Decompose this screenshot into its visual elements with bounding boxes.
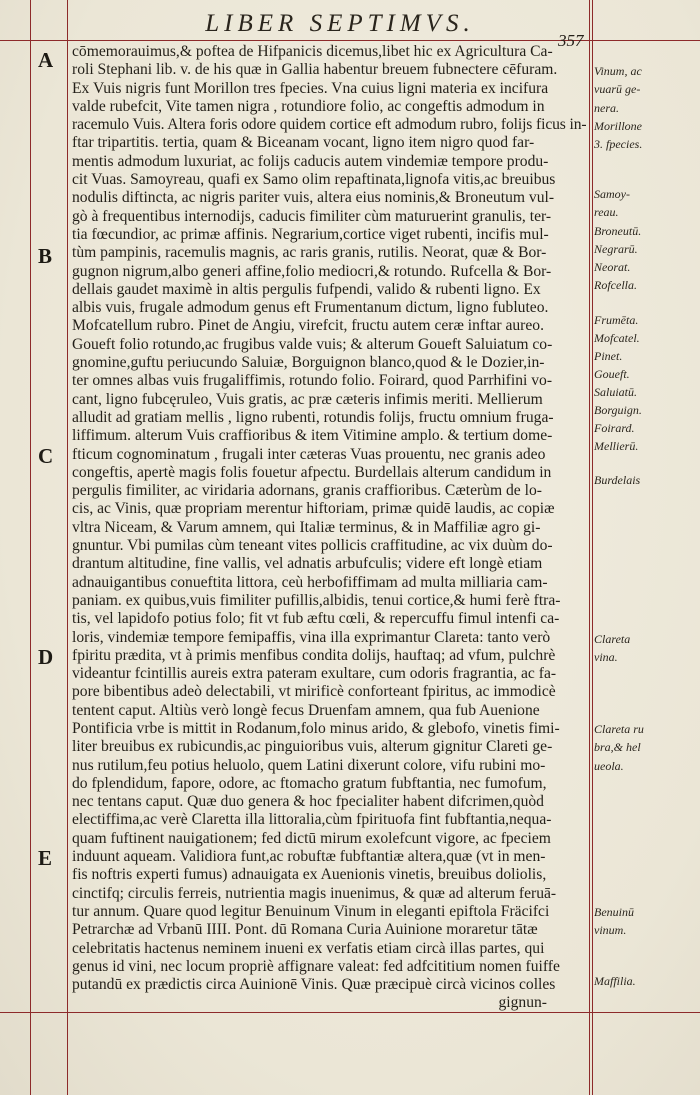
text-line: gugnon nigrum,albo generi affine,folio mediocri,& rotundo. Rufcella & Bor- [72,262,552,280]
section-letter-e: E [38,846,53,870]
text-line: gnuntur. Vbi pumilas cùm teneant vites pollicis craffitudine, ac vix duùm do- [72,537,553,555]
text-line: Pontificia vrbe is mittit in Rodanum,folo minus arido, & glebofo, vinetis fimi- [72,719,560,737]
left-margin-rule [30,0,31,1095]
page-number: 357 [558,31,584,50]
marginal-line: 3. fpecies. [594,137,643,152]
marginal-line: Vinum, ac [594,64,642,78]
text-line: putandū ex prædictis circa Auinionē Vinis. Quæ præcipuè circà vicinos colles [72,976,556,994]
text-right-rule [589,0,590,1095]
text-line: fis noftris experti fumus) adnauigata ex Auenionis vinetis, breuibus doliolis, [72,866,547,884]
header-rule [0,40,700,41]
marginal-note [594,437,698,455]
text-line: electiffima,ac verè Claretta illa littoralia,cùm fpirituofa fint fubftantia,nequa- [72,811,552,829]
marginal-line: Pinet. [594,349,623,363]
marginal-line: Burdelais [594,473,641,487]
text-line: valde rubefcit, Vite tamen nigra , rotundiore folio, ac congeftis admodum in [72,97,545,115]
section-letter-a: A [38,48,54,72]
text-line: vltra Niceam, & Varum amnem, qui Italiæ terminus, & in Maffiliæ agro gi- [72,518,541,536]
marginal-note [594,185,698,222]
marginal-line: Neorat. [594,260,631,274]
marginal-line: Rofcella. [594,278,637,292]
marginal-line: vuarū ge- [594,82,641,97]
marginal-line: Samoy- [594,187,630,201]
text-line: genus id vini, nec locum propriè affignare valeat: fed adfcititium nomen fuiffe [72,957,560,975]
text-line: tùm pampinis, racemulis magnis, ac raris granis, rutilis. Neorat, quæ & Bor- [72,244,547,262]
text-line: mentis admodum luxuriat, ac folijs caducis autem vindemiæ tempore produ- [72,152,549,170]
marginal-line: vinum. [594,923,627,938]
marginal-note [594,972,698,990]
text-line: induunt aqueam. Validiora funt,ac robuftæ fubftantiæ altera,quæ (vt in men- [72,848,546,866]
marginal-note [594,347,698,365]
text-line: do fplendidum, fapore, odore, ac ftomacho gratum fubftantia, nec fumofum, [72,774,547,792]
text-line: gignun- [498,994,547,1012]
text-line: paniam. ex quibus,vuis fimiliter pufillis,albidis, tenui cortice,& humi ferè ftra- [72,591,561,609]
marginal-line: Benuinū [594,905,634,919]
text-line: tur annum. Quare quod legitur Benuinum Vinum in eleganti epiftola Fräcifci [72,902,550,920]
marginal-line: vina. [594,650,618,665]
marginal-note [594,720,698,775]
text-line: tis, vel lapidofo potius folo; fit vt fub æftu cœli, & repercuffu fimul intenfi ca- [72,610,560,628]
marginal-note [594,62,698,117]
marginal-note [594,401,698,419]
text-line: quam fuftinent nauigationem; fed dictū mirum exolefcunt vigore, ac fpeciem [72,829,551,847]
marginal-note [594,471,698,489]
outer-margin-rule [592,0,593,1095]
text-line: adnauigantibus conueftita littora, ceù herbofiffimam ad multa milliaria cam- [72,573,548,591]
marginal-line: Clareta ru [594,722,644,736]
marginal-line: Borguign. [594,403,642,417]
text-line: tia fœcundior, ac primæ affinis. Negrarium,cortice viget rubenti, incifis mul- [72,225,549,243]
text-line: cis, ac Vinis, quæ propriam merentur hiftoriam, primæ quidē laudis, ac copiæ [72,500,555,518]
marginal-note [594,258,698,276]
body-text [72,43,587,1013]
marginal-note [594,383,698,401]
section-letter-c: C [38,444,54,468]
text-line: Petrarchæ ad Vrbanū IIII. Pont. dū Romana Curia Auinione moraretur tātæ [72,921,538,939]
marginal-line: Mofcatel. [594,331,640,345]
text-line: celebritatis hactenus neminem inueni ex verfatis etiam circà illas partes, qui [72,939,545,957]
text-line: nec tentans caput. Quæ duo genera & hoc fpecialiter habent difcrimen,quòd [72,793,544,811]
marginal-line: Negrarū. [594,242,638,256]
marginal-line: Mellierū. [594,439,639,453]
text-line: ftar tripartitis. tertia, quam & Biceanam vocant, ligno item nigro quod far- [72,134,535,152]
text-line: cit Vuas. Samoyreau, quafi ex Samo olim repaftinata,lignofa vitis,ac breuibus [72,171,556,189]
text-line: pergulis fimiliter, ac viridaria adornans, granis craffioribus. Cæterùm de lo- [72,482,542,500]
text-left-rule [67,0,68,1095]
text-line: dellais gaudet maximè in altis pergulis fufpendi, valido & rubenti ligno. Ex [72,280,541,298]
text-line: Goueft folio rotundo,ac frugibus valde vuis; & alterum Goueft Saluiatum co- [72,335,553,353]
marginal-note [594,365,698,383]
text-line: liffimum. alterum Vuis craffioribus & item Vitimine amplo. & tertium dome- [72,427,553,445]
text-line: tentent caput. Altiùs verò longè fecus Druenfam amnem, qua fub Auenione [72,701,540,719]
marginal-line: ueola. [594,758,624,773]
marginal-note [594,630,698,667]
text-line: racemulo Vuis. Altera foris odore quidem cortice eft admodum rubro, folijs ficus in- [72,116,587,134]
section-letter-d: D [38,645,54,669]
marginal-line: Maffilia. [594,974,636,988]
text-line: Ex Vuis nigris funt Morillon tres fpecies. Vna cuius ligni materia ex incifura [72,79,549,97]
text-line: videantur fcintillis aureis extra pateram exultare, cum odoris fragrantia, ac fa- [72,665,557,683]
marginal-line: nera. [594,100,619,115]
text-line: albis vuis, frugale admodum genus eft Frumentanum dictum, ligno fubluteo. [72,299,549,317]
marginal-note [594,240,698,258]
text-line: cinctifq; circulis ferreis, nutrientia magis inuenimus, & quæ ad alterum feruā- [72,884,557,902]
marginal-line: Morillone [594,119,642,133]
text-line: nus rutilum,feu potius heluolo, quem Latini dixerunt colore, vifu rubini mo- [72,756,546,774]
marginal-note [594,276,698,294]
text-line: gnomine,guftu periucundo Saluiæ, Borguignon blanco,quod & le Dozier,in- [72,354,545,372]
marginal-line: Broneutū. [594,224,642,238]
marginal-line: Frumēta. [594,313,639,327]
text-line: congeftis, apertè magis folis fouetur afpectu. Burdellais alterum candidum in [72,463,552,481]
text-line: cōmemorauimus,& poftea de Hifpanicis dicemus,libet hic ex Agricultura Ca- [72,43,553,60]
marginal-line: bra,& hel [594,740,641,755]
marginal-note [594,222,698,240]
text-line: liter breuibus ex rubicundis,ac pinguioribus vuis, alterum gignitur Clareti ge- [72,738,553,756]
marginal-note [594,903,698,940]
text-line: gò à frequentibus internodijs, caducis fimiliter cùm maturuerint granulis, ter- [72,207,552,225]
text-line: Mofcatellum rubro. Pinet de Angiu, virefcit, fructu autem ceræ inftar aureo. [72,317,544,335]
marginal-note [594,311,698,329]
marginal-line: Clareta [594,632,631,646]
marginal-line: Goueft. [594,367,630,381]
text-line: nodulis diftincta, ac nigris pariter vuis, altera eius nominis,& Broneutum vul- [72,189,555,207]
section-letter-b: B [38,244,53,268]
marginal-note [594,419,698,437]
marginal-line: Foirard. [594,421,635,435]
marginal-line: reau. [594,205,619,220]
text-line: ter omnes albas vuis frugaliffimis, rotundo folio. Foirard, quod Parrhifini vo- [72,372,553,390]
text-line: roli Stephani lib. v. de his quæ in Gallia habentur breuem fubnectere cēfuram. [72,61,558,79]
text-line: drantum altitudine, fine vallis, vel adnatis arbufculis; videre eft longè etiam [72,555,543,573]
text-line: cant, ligno fubcęruleo, Vuis gratis, ac præ cæteris infimis meriti. Mellierum [72,390,543,408]
text-line: fticum cognominatum , frugali inter cæteras Vuas prouentu, nec granis adeo [72,445,546,463]
marginal-note [594,117,698,154]
running-title: LIBER SEPTIMVS. [205,10,475,37]
text-line: pore bibentibus adeò delectabili, vt mirificè conforteant fpiritus, ac immodicè [72,683,556,701]
text-line: loris, vindemiæ tempore femipaffis, vina illa exprimantur Clareta: tanto verò [72,628,551,646]
text-line: alludit ad gratiam mellis , ligno rubenti, rotundis folijs, fructu omnium fruga- [72,408,554,426]
marginal-note [594,329,698,347]
text-line: fpiritu prædita, vt à primis menfibus condita dolijs, hauftaq; ad vfum, pulchrè [72,646,556,664]
marginal-line: Saluiatū. [594,385,638,399]
